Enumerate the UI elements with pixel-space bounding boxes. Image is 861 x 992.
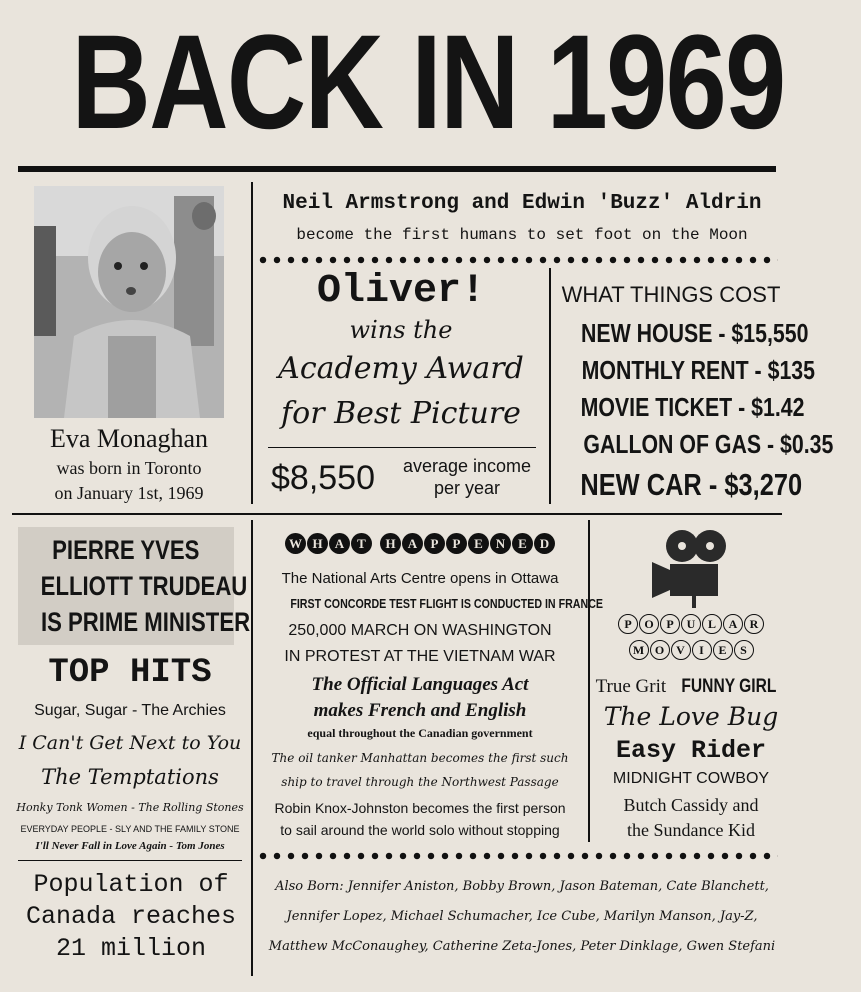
- birth-date: on January 1st, 1969: [54, 483, 204, 503]
- cost-text: GALLON OF GAS - $0.35: [583, 429, 834, 459]
- circle-letter: M: [629, 640, 649, 660]
- moon-line-2: become the first humans to set foot on the Moon: [296, 226, 748, 244]
- circle-letter: S: [734, 640, 754, 660]
- pm-text: [18, 532, 251, 640]
- circle-letter: P: [446, 533, 467, 554]
- circle-letter: P: [424, 533, 445, 554]
- costs-list: [556, 315, 834, 507]
- dotted-rule: [256, 256, 778, 264]
- header-rule: [18, 166, 776, 172]
- hit-item: Sugar, Sugar - The Archies: [34, 702, 226, 719]
- circle-letter: A: [402, 533, 423, 554]
- population-line-3: 21 million: [55, 934, 207, 963]
- child-portrait-image: [34, 186, 224, 418]
- movie-item: Butch Cassidy and: [623, 795, 759, 815]
- movie-item: The Love Bug: [603, 702, 779, 731]
- happened-item: makes French and English: [313, 700, 527, 721]
- divider: [12, 513, 782, 515]
- movie-item: MIDNIGHT COWBOY: [612, 770, 770, 787]
- cost-item: [556, 389, 805, 426]
- cost-text: NEW CAR - $3,270: [580, 467, 803, 502]
- movie-title: True Grit: [595, 676, 667, 697]
- award-film: Oliver!: [316, 269, 486, 314]
- circle-letter: D: [534, 533, 555, 554]
- movies-heading-letters: [618, 614, 764, 634]
- hit-item: I'll Never Fall in Love Again - Tom Jones: [35, 840, 225, 852]
- circle-letter: R: [744, 614, 764, 634]
- hit-item: The Temptations: [41, 765, 219, 789]
- award-line-2: Academy Award: [278, 351, 524, 386]
- happened-item: The National Arts Centre opens in Ottawa: [281, 570, 559, 587]
- also-born-line-1: Also Born: Jennifer Aniston, Bobby Brown, Jason Bateman, Cate Blanchett,: [275, 879, 769, 894]
- cost-item: [556, 315, 809, 352]
- divider: [251, 182, 253, 504]
- happened-item: ship to travel through the Northwest Passage: [281, 775, 559, 789]
- population-line-2: Canada reaches: [25, 902, 237, 931]
- happened-item: The Official Languages Act: [311, 674, 529, 695]
- cost-item: [556, 352, 816, 389]
- movie-item: [592, 674, 790, 701]
- income-value: $8,550: [271, 459, 375, 497]
- circle-letter: A: [723, 614, 743, 634]
- circle-letter: P: [618, 614, 638, 634]
- film-camera-icon: [648, 524, 736, 610]
- circle-letter: T: [351, 533, 372, 554]
- happened-item: to sail around the world solo without stopping: [280, 822, 560, 838]
- movies-heading-2: [592, 640, 790, 660]
- income-label-2: per year: [433, 478, 501, 498]
- happened-item: equal throughout the Canadian government: [307, 726, 533, 740]
- divider: [268, 447, 536, 448]
- page-title: BACK IN 1969: [71, 8, 785, 157]
- divider: [251, 520, 253, 976]
- circle-letter: E: [468, 533, 489, 554]
- circle-letter: P: [660, 614, 680, 634]
- divider: [588, 520, 590, 842]
- pm-line: IS PRIME MINISTER: [40, 607, 251, 637]
- award-line-1: wins the: [349, 316, 453, 344]
- happened-item: The oil tanker Manhattan becomes the first such: [271, 751, 569, 765]
- hit-item: I Can't Get Next to You: [18, 732, 242, 754]
- movie-title: FUNNY GIRL: [681, 676, 776, 697]
- happened-text: FIRST CONCORDE TEST FLIGHT IS CONDUCTED IN FRANCE: [290, 596, 604, 611]
- hits-heading: TOP HITS: [48, 654, 212, 692]
- also-born-line-3: Matthew McConaughey, Catherine Zeta-Jones, Peter Dinklage, Gwen Stefani: [268, 939, 776, 954]
- circle-letter: E: [512, 533, 533, 554]
- circle-letter: H: [380, 533, 401, 554]
- hit-item: Honky Tonk Women - The Rolling Stones: [16, 801, 244, 814]
- divider: [18, 860, 242, 861]
- circle-letter: O: [650, 640, 670, 660]
- baby-photo: [34, 186, 224, 418]
- circle-letter: L: [702, 614, 722, 634]
- circle-letter: V: [671, 640, 691, 660]
- circle-letter: [373, 533, 379, 554]
- movie-item: the Sundance Kid: [627, 820, 755, 840]
- birth-name: Eva Monaghan: [49, 424, 209, 453]
- also-born-line-2: Jennifer Lopez, Michael Schumacher, Ice Cube, Marilyn Manson, Jay-Z,: [286, 909, 758, 924]
- circle-letter: N: [490, 533, 511, 554]
- cost-text: MOVIE TICKET - $1.42: [580, 392, 805, 422]
- cost-item: [556, 426, 834, 463]
- movies-heading-1: [592, 614, 790, 634]
- circle-letter: I: [692, 640, 712, 660]
- happened-item: 250,000 MARCH ON WASHINGTON: [288, 622, 552, 639]
- movies-heading-letters: [629, 640, 754, 660]
- circle-letter: A: [329, 533, 350, 554]
- circle-letter: W: [285, 533, 306, 554]
- hit-item: EVERYDAY PEOPLE - SLY AND THE FAMILY STONE: [20, 824, 240, 834]
- award-line-3: for Best Picture: [281, 396, 521, 431]
- moon-line-1: Neil Armstrong and Edwin 'Buzz' Aldrin: [282, 192, 762, 215]
- income-label-1: average income: [402, 456, 532, 476]
- happened-heading: [256, 533, 584, 554]
- pm-line: PIERRE YVES: [52, 535, 200, 565]
- dotted-rule: [256, 852, 778, 860]
- movie-item: Easy Rider: [615, 736, 767, 765]
- cost-text: MONTHLY RENT - $135: [581, 355, 816, 385]
- costs-heading: WHAT THINGS COST: [561, 282, 781, 307]
- cost-item: [556, 463, 803, 507]
- happened-item: IN PROTEST AT THE VIETNAM WAR: [284, 648, 556, 665]
- birth-place: was born in Toronto: [56, 458, 202, 478]
- divider: [549, 268, 551, 504]
- circle-letter: O: [639, 614, 659, 634]
- happened-item: Robin Knox-Johnston becomes the first person: [274, 800, 566, 816]
- population-line-1: Population of: [33, 870, 229, 899]
- cost-text: NEW HOUSE - $15,550: [580, 318, 809, 348]
- circle-letter: E: [713, 640, 733, 660]
- circle-letter: H: [307, 533, 328, 554]
- circle-letter: U: [681, 614, 701, 634]
- pm-line: ELLIOTT TRUDEAU: [40, 571, 248, 601]
- happened-heading-letters: [285, 533, 555, 554]
- happened-item: [256, 594, 604, 614]
